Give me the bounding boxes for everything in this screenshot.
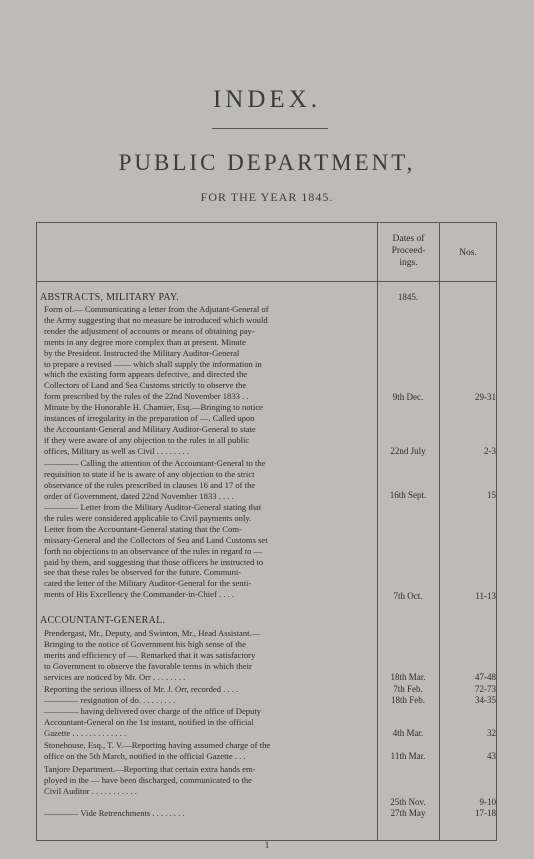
entry-nos: 47-48: [475, 672, 496, 682]
department-title: PUBLIC DEPARTMENT,: [118, 150, 416, 175]
entry-date: 25th Nov.: [390, 797, 426, 807]
index-title: INDEX.: [212, 86, 321, 113]
entry-date: 7th Feb.: [393, 684, 423, 694]
index-entry: ———— Letter from the Military Auditor-General stating that the rules were considered applicable to Civil payments only. Letter from the Accountant-General stating that the Com- missary-General and the Collectors of Sea and Land Customs set forth no objections to an observance of the rules in regard to — paid by them, and suggesting that those officers be instructed to see that these rules be observed for the future. Communi- cated the letter of the Military Auditor-General for the senti- ments of His Excellency the Commander-in-Chief . . . .: [44, 502, 268, 600]
index-entry: Tanjore Department.—Reporting that certain extra hands em- ployed in the — have been discharged, communicated to the Civil Auditor . . . . . . . . . . .: [44, 764, 256, 796]
index-entry: ———— Calling the attention of the Accountant-General to the requisition to state if he is aware of any objection to the strict observance of the rules prescribed in clauses 16 and 17 of the order of Government, dated 22nd November 1833 . . . .: [44, 458, 266, 501]
header-divider: [37, 281, 496, 282]
entry-date: 9th Dec.: [392, 392, 424, 402]
column-divider-nos: [439, 223, 440, 840]
index-entry: ———— Vide Retrenchments . . . . . . . .: [44, 808, 185, 818]
index-entry: Form of.— Communicating a letter from the Adjutant-General of the Army suggesting that no measure be introduced which would render the adjustment of accounts or means of obtaining pay- ments in any degree more complex than at present. Minute by the President. Instructed the Military Auditor-General to prepare a revised —— which shall supply the information in which the existing form appears defective, and directed the Collectors of Land and Sea Customs strictly to observe the form prescribed by the rules of the 22nd November 1833 . .: [44, 304, 269, 402]
entry-date: 27th May: [390, 808, 426, 818]
index-entry: ———— having delivered over charge of the office of Deputy Accountant-General on the 1st instant, notified in the official Gazette . . . . . . . . . . . . .: [44, 706, 262, 738]
entry-nos: 9-10: [479, 797, 496, 807]
year-subtitle: FOR THE YEAR 1845.: [200, 190, 334, 204]
entry-date: 7th Oct.: [393, 591, 423, 601]
entry-nos: 2-3: [484, 446, 496, 456]
index-entry: Reporting the serious illness of Mr. J. Orr, recorded . . . .: [44, 684, 239, 694]
index-entry: ———— resignation of do. . . . . . . . .: [44, 695, 176, 705]
page-number: 1: [264, 840, 270, 850]
entry-nos: 32: [487, 728, 496, 738]
year-label: 1845.: [397, 292, 419, 302]
entry-nos: 11-13: [475, 591, 496, 601]
nos-column-header: Nos.: [459, 248, 477, 258]
index-entry: Stonehouse, Esq., T. V.—Reporting having assumed charge of the office on the 5th March, notified in the official Gazette . . .: [44, 740, 271, 761]
dates-column-header: Dates of Proceed- ings.: [391, 234, 426, 268]
entry-nos: 29-31: [475, 392, 496, 402]
entry-date: 22nd July: [390, 446, 426, 456]
entry-date: 16th Sept.: [389, 490, 427, 500]
entry-nos: 15: [487, 490, 496, 500]
entry-date: 18th Mar.: [390, 672, 426, 682]
entry-nos: 17-18: [475, 808, 496, 818]
entry-date: 4th Mar.: [392, 728, 424, 738]
column-divider-dates: [377, 223, 378, 840]
entry-date: 18th Feb.: [390, 695, 425, 705]
entry-nos: 34-35: [475, 695, 496, 705]
section-heading: ABSTRACTS, MILITARY PAY.: [40, 292, 180, 303]
entry-date: 11th Mar.: [390, 751, 426, 761]
title-rule: [212, 128, 328, 129]
section-heading: ACCOUNTANT-GENERAL.: [40, 615, 166, 626]
index-entry: Minute by the Honorable H. Chamier, Esq.—Bringing to notice instances of irregularity in the preparation of —. Called upon the Accountant-General and Military Auditor-General to state if they were aware of any objection to the rules in all public offices, Military as well as Civil . . . . . . . .: [44, 402, 263, 456]
index-entry: Prendergast, Mr., Deputy, and Swinton, Mr., Head Assistant.— Bringing to the notice of Government his high sense of the merits and efficiency of —. Remarked that it was satisfactory to Government to observe the favorable terms in which their services are noticed by Mr. Orr . . . . . . . .: [44, 628, 261, 682]
entry-nos: 43: [487, 751, 496, 761]
entry-nos: 72-73: [475, 684, 496, 694]
